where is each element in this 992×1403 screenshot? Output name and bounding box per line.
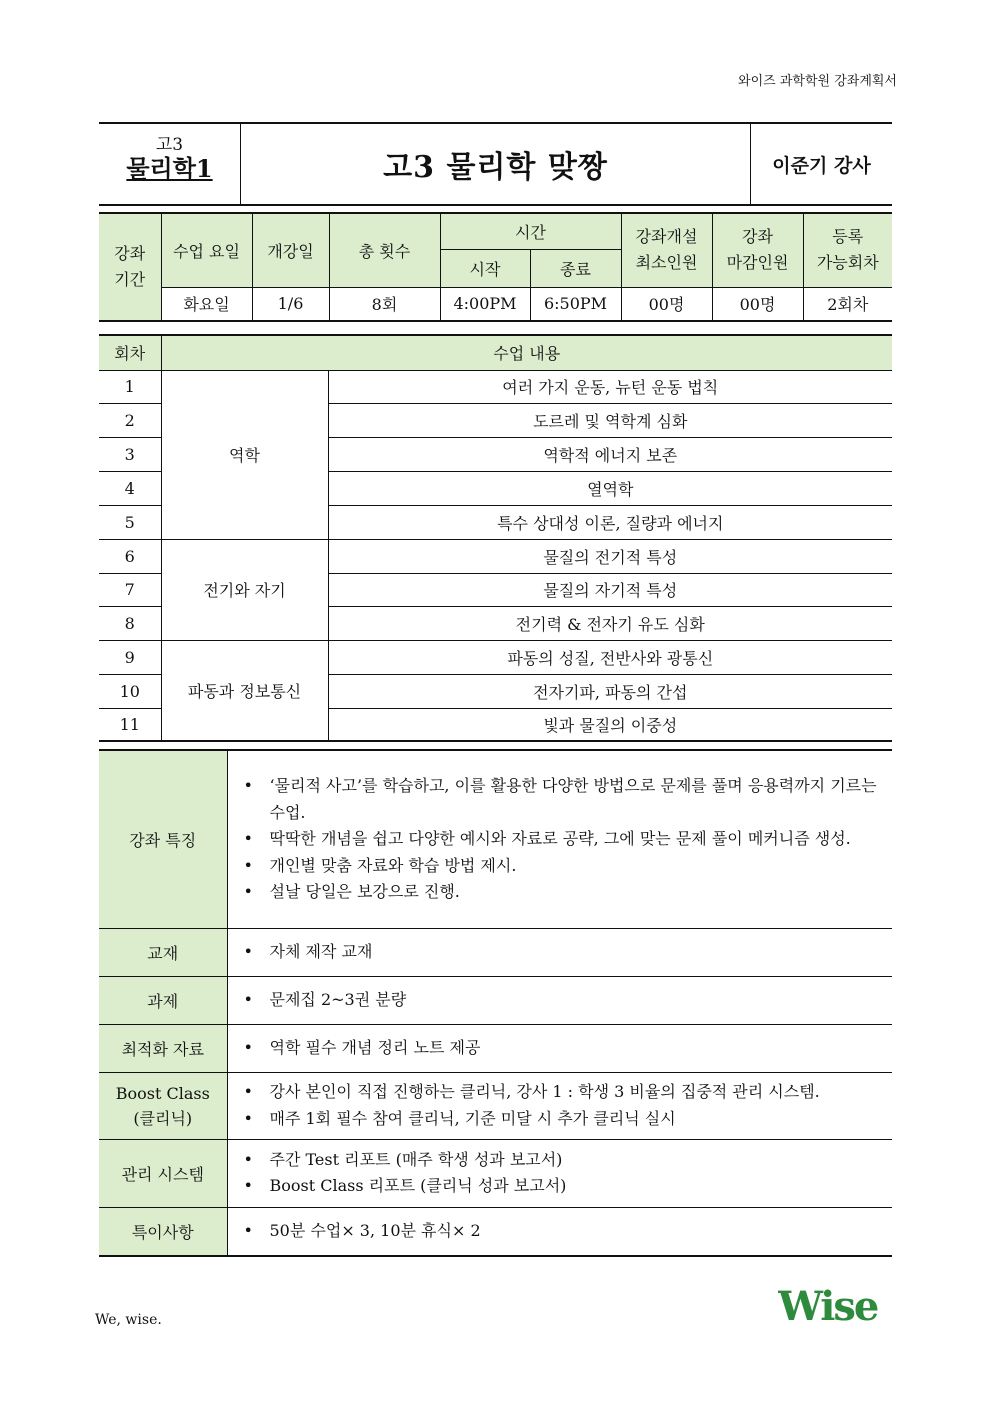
header-max-people: 강좌 마감인원 (712, 213, 803, 287)
value-max-people: 00명 (712, 287, 803, 321)
boost-class-content (227, 1072, 892, 1139)
notes-content (227, 1207, 892, 1256)
header-register: 등록 가능회차 (803, 213, 892, 287)
management-item: • 주간 Test 리포트 (매주 학생 성과 보고서) (242, 1147, 887, 1174)
grade-label: 고3 (155, 135, 184, 155)
course-title: 고3 물리학 맞짱 (383, 150, 608, 185)
feature-content (227, 750, 892, 928)
session-content: 빛과 물질의 이중성 (328, 708, 892, 741)
unit-name: 역학 (161, 370, 328, 539)
feature-item: • 개인별 맞춤 자료와 학습 방법 제시. (242, 853, 887, 880)
feature-item: • 설날 당일은 보강으로 진행. (242, 879, 887, 906)
session-content: 전자기파, 파동의 간섭 (328, 674, 892, 708)
management-item: • Boost Class 리포트 (클리닉 성과 보고서) (242, 1173, 887, 1200)
material-item: • 역학 필수 개념 정리 노트 제공 (242, 1035, 887, 1062)
schedule-header-content: 수업 내용 (161, 335, 892, 370)
session-no: 1 (99, 370, 161, 403)
subject-label: 물리학1 (126, 154, 213, 183)
instructor-name: 이준기 강사 (750, 124, 892, 204)
session-content: 특수 상대성 이론, 질량과 에너지 (328, 505, 892, 539)
textbook-item: • 자체 제작 교재 (242, 939, 887, 966)
notes-item: • 50분 수업× 3, 10분 휴식× 2 (242, 1218, 887, 1245)
boost-class-item: • 매주 1회 필수 참여 클리닉, 기준 미달 시 추가 클리닉 실시 (242, 1106, 887, 1133)
session-content: 파동의 성질, 전반사와 광통신 (328, 640, 892, 674)
textbook-label: 교재 (99, 928, 227, 976)
material-label: 최적화 자료 (99, 1024, 227, 1072)
homework-content (227, 976, 892, 1024)
header-day: 수업 요일 (161, 213, 252, 287)
period-label: 강좌 기간 (99, 213, 161, 321)
course-features-table (99, 749, 892, 1257)
header-start-date: 개강일 (252, 213, 329, 287)
feature-label: 강좌 특징 (99, 750, 227, 928)
boost-class-label: Boost Class (클리닉) (99, 1072, 227, 1139)
session-no: 3 (99, 437, 161, 471)
session-no: 11 (99, 708, 161, 741)
homework-item: • 문제집 2~3권 분량 (242, 987, 887, 1014)
session-no: 8 (99, 606, 161, 640)
feature-item: • ‘물리적 사고’를 학습하고, 이를 활용한 다양한 방법으로 문제를 풀며 응용력까지 기르는 수업. (242, 773, 887, 826)
footer-slogan: We, wise. (95, 1312, 162, 1328)
schedule-table (99, 334, 892, 742)
schedule-header-no: 회차 (99, 335, 161, 370)
subject-cell (99, 124, 241, 204)
feature-item: • 딱딱한 개념을 쉽고 다양한 예시와 자료로 공략, 그에 맞는 문제 풀이 메커니즘 생성. (242, 826, 887, 853)
session-content: 열역학 (328, 471, 892, 505)
title-box (99, 122, 892, 206)
session-no: 4 (99, 471, 161, 505)
value-time-end: 6:50PM (530, 287, 621, 321)
material-content (227, 1024, 892, 1072)
session-content: 물질의 전기적 특성 (328, 539, 892, 573)
value-total: 8회 (329, 287, 440, 321)
header-time: 시간 (440, 213, 621, 249)
session-no: 6 (99, 539, 161, 573)
value-register: 2회차 (803, 287, 892, 321)
session-no: 9 (99, 640, 161, 674)
boost-class-item: • 강사 본인이 직접 진행하는 클리닉, 강사 1 : 학생 3 비율의 집중적 관리 시스템. (242, 1079, 887, 1106)
value-day: 화요일 (161, 287, 252, 321)
course-info-table (99, 212, 892, 322)
management-label: 관리 시스템 (99, 1139, 227, 1207)
header-total: 총 횟수 (329, 213, 440, 287)
session-no: 5 (99, 505, 161, 539)
value-start-date: 1/6 (252, 287, 329, 321)
document-header: 와이즈 과학학원 강좌계획서 (738, 74, 897, 89)
header-min-people: 강좌개설 최소인원 (621, 213, 712, 287)
value-min-people: 00명 (621, 287, 712, 321)
session-content: 전기력 & 전자기 유도 심화 (328, 606, 892, 640)
session-no: 7 (99, 573, 161, 606)
session-content: 여러 가지 운동, 뉴턴 운동 법칙 (328, 370, 892, 403)
session-content: 물질의 자기적 특성 (328, 573, 892, 606)
value-time-start: 4:00PM (440, 287, 530, 321)
logo-text: Wise (778, 1286, 878, 1328)
session-content: 도르레 및 역학계 심화 (328, 403, 892, 437)
management-content (227, 1139, 892, 1207)
session-no: 2 (99, 403, 161, 437)
homework-label: 과제 (99, 976, 227, 1024)
textbook-content (227, 928, 892, 976)
header-time-start: 시작 (440, 249, 530, 287)
unit-name: 전기와 자기 (161, 539, 328, 640)
notes-label: 특이사항 (99, 1207, 227, 1256)
header-time-end: 종료 (530, 249, 621, 287)
session-content: 역학적 에너지 보존 (328, 437, 892, 471)
wise-logo-icon (778, 1286, 894, 1328)
session-no: 10 (99, 674, 161, 708)
unit-name: 파동과 정보통신 (161, 640, 328, 741)
